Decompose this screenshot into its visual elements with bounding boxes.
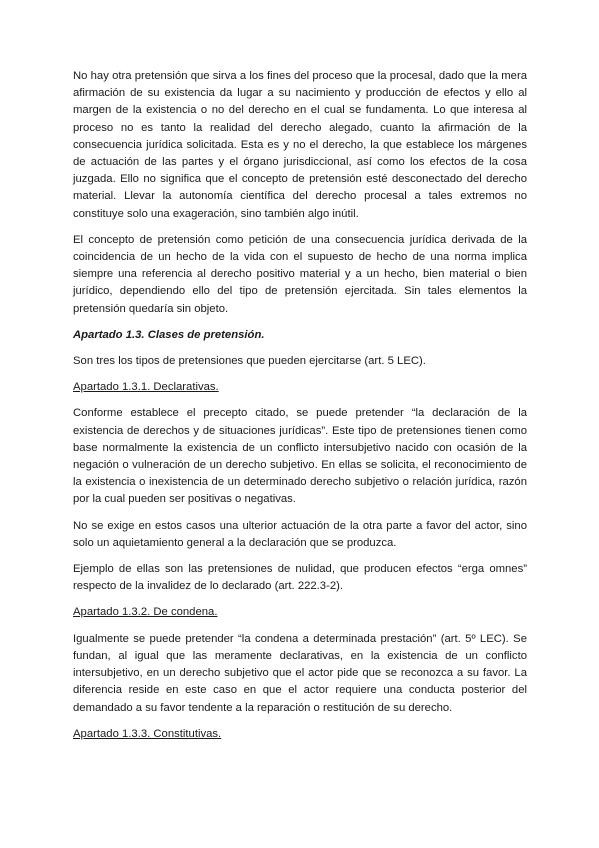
subsection-heading-declarativas: Apartado 1.3.1. Declarativas.: [73, 381, 219, 394]
paragraph-declarativas: Conforme establece el precepto citado, se puede pretender “la declaración de la existencia de derechos y de situaciones jurídicas”. Este tipo de pretensiones tienen como base normalmente la existencia de un conflicto intersubjetivo nacido con ocasión de la negación o vulneración de un derecho subjetivo. En ellas se solicita, el reconocimiento de la existencia o inexistencia de un determinado derecho subjetivo o relación jurídica, razón por la cual pueden ser positivas o negativas.: [73, 407, 527, 506]
paragraph-pretension-procesal: No hay otra pretensión que sirva a los fines del proceso que la procesal, dado que la mera afirmación de su existencia da lugar a su nacimiento y producción de efectos y ello al margen de la existencia o no del derecho en el cual se fundamenta. Lo que interesa al proceso no es tanto la realidad del derecho alegado, cuanto la afirmación de la consecuencia jurídica solicitada. Esta es y no el derecho, la que establece los márgenes de actuación de las partes y el órgano jurisdiccional, así como los efectos de la cosa juzgada. Ello no significa que el concepto de pretensión esté desconectado del derecho material. Llevar la autonomía científica del derecho procesal a tales extremos no constituye solo una exageración, sino también algo inútil.: [73, 70, 527, 220]
paragraph-concepto-pretension: El concepto de pretensión como petición de una consecuencia jurídica derivada de la coincidencia de un hecho de la vida con el supuesto de hecho de una norma implica siempre una referencia al derecho positivo material y a un hecho, bien material o bien jurídico, dependiendo ello del tipo de pretensión ejercitada. Sin tales elementos la pretensión quedaría sin objeto.: [73, 233, 527, 315]
section-heading-clases: Apartado 1.3. Clases de pretensión.: [73, 328, 265, 341]
paragraph-condena: Igualmente se puede pretender “la condena a determinada prestación” (art. 5º LEC). Se fundan, al igual que las meramente declarativas, en la existencia de un conflicto intersubjetivo, en un derecho subjetivo que el actor pide que se reconozca a su favor. La diferencia reside en este caso en que el actor requiere una conducta posterior del demandado a su favor tendente a la reparación o restitución de su derecho.: [73, 632, 527, 714]
subsection-heading-constitutivas: Apartado 1.3.3. Constitutivas.: [73, 727, 222, 740]
subsection-heading-condena: Apartado 1.3.2. De condena.: [73, 606, 218, 619]
paragraph-tipos-pretensiones: Son tres los tipos de pretensiones que pueden ejercitarse (art. 5 LEC).: [73, 355, 426, 368]
paragraph-nulidad: Ejemplo de ellas son las pretensiones de nulidad, que producen efectos “erga omnes” respecto de la invalidez de lo declarado (art. 222.3-2).: [73, 563, 527, 593]
paragraph-aquietamiento: No se exige en estos casos una ulterior actuación de la otra parte a favor del actor, sino solo un aquietamiento general a la declaración que se produzca.: [73, 519, 527, 549]
